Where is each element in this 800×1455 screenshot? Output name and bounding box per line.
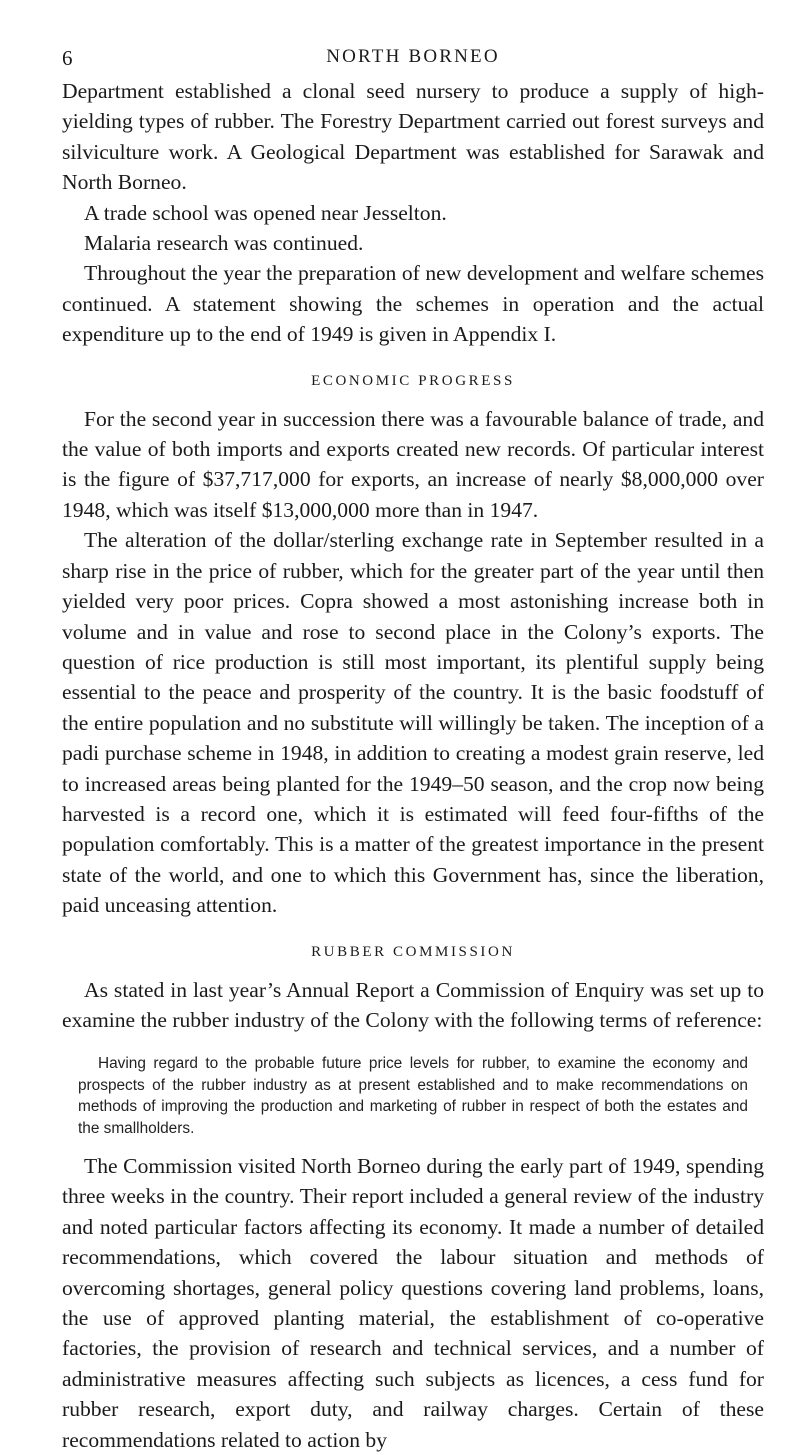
terms-of-reference-quote: Having regard to the probable future price levels for rubber, to examine the economy and prospects of the rubber industry as at present established and to make recommendations on methods of improving the production and marketing of rubber in respect of both the estates and the smallholders. (78, 1055, 748, 1137)
paragraph: Department established a clonal seed nursery to produce a supply of high-yielding types of rubber. The Forestry Department carried out forest surveys and silviculture work. A Geological Department was established for Sarawak and North Borneo. (62, 79, 764, 195)
paragraph: Malaria research was continued. (84, 231, 364, 256)
paragraph: The alteration of the dollar/sterling exchange rate in September resulted in a sharp rise in the price of rubber, which for the greater part of the year until then yielded very poor prices. Copra showed a most astonishing increase both in volume and in value and rose to second place in the Colony’s exports. The question of rice production is still most important, its plentiful supply being essential to the peace and prosperity of the country. It is the basic foodstuff of the entire population and no substitute will willingly be taken. The inception of a padi purchase scheme in 1948, in addition to creating a modest grain reserve, led to increased areas being planted for the 1949–50 season, and the crop now being harvested is a record one, which it is estimated will feed four-fifths of the population comfortably. This is a matter of the greatest importance in the present state of the world, and one to which this Government has, since the liberation, paid unceasing attention. (62, 528, 764, 918)
paragraph: As stated in last year’s Annual Report a Commission of Enquiry was set up to examine the rubber industry of the Colony with the following terms of reference: (62, 977, 764, 1032)
paragraph: The Commission visited North Borneo during the early part of 1949, spending three weeks in the country. Their report included a general review of the industry and noted particular factors affecting its economy. It made a number of detailed recommendations, which covered the labour situation and methods of overcoming shortages, general policy questions covering land problems, loans, the use of approved planting material, the establishment of co-operative factories, the provision of research and technical services, and a number of administrative measures affecting such subjects as licences, a cess fund for rubber research, export duty, and railway charges. Certain of these recommendations related to action by (62, 1154, 764, 1452)
paragraph: For the second year in succession there was a favourable balance of trade, and the value of both imports and exports created new records. Of particular interest is the figure of $37,717,000 for exports, an increase of nearly $8,000,000 over 1948, which was itself $13,000,000 more than in 1947. (62, 406, 764, 522)
document-page (62, 0, 764, 1455)
page-number: 6 (62, 46, 73, 70)
paragraph: Throughout the year the preparation of new development and welfare schemes continued. A statement showing the schemes in operation and the actual expenditure up to the end of 1949 is given in Appendix I. (62, 261, 764, 347)
running-title: NORTH BORNEO (326, 46, 500, 67)
section-heading-rubber-commission: RUBBER COMMISSION (311, 943, 515, 960)
running-header (62, 46, 764, 76)
paragraph: A trade school was opened near Jesselton. (84, 200, 447, 225)
section-heading-economic-progress: ECONOMIC PROGRESS (311, 372, 515, 389)
